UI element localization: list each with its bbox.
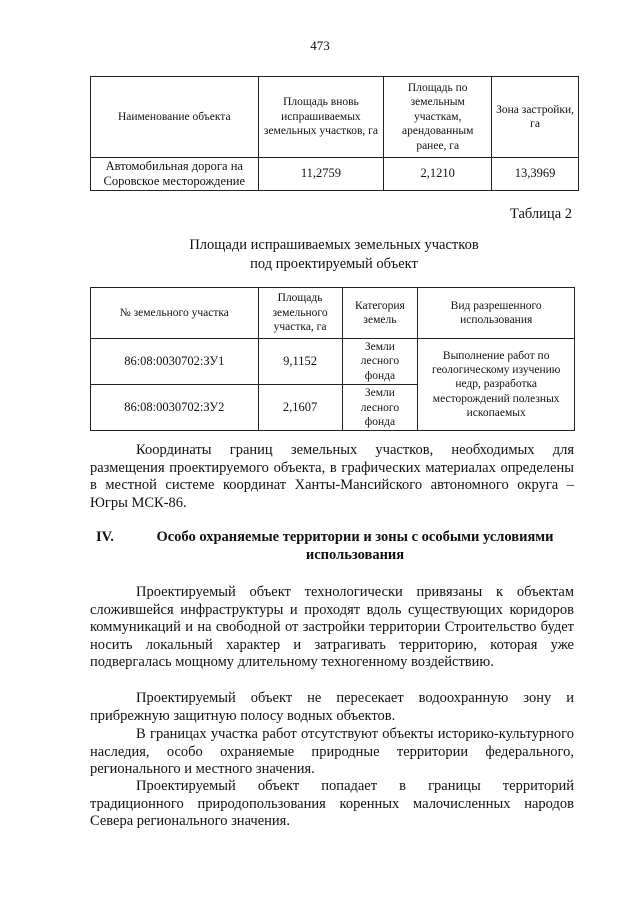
section-heading [90, 529, 574, 564]
table2-title-line2: под проектируемый объект [250, 255, 418, 272]
table2-label: Таблица 2 [509, 206, 572, 222]
header-build-zone: Зона застройки, га [492, 77, 579, 158]
header-object-name: Наименование объекта [91, 77, 259, 158]
header-plot-number: № земельного участка [91, 288, 259, 339]
cell-leased-area: 2,1210 [384, 158, 492, 191]
paragraph-traditional-land: Проектируемый объект попадает в границы территорий традиционного природопользования коренных малочисленных народов Севера регионального значения. [90, 778, 574, 829]
objects-area-table [90, 76, 579, 191]
object-name-line2: Соровское месторождение [103, 174, 246, 188]
cell-new-area: 11,2759 [258, 158, 384, 191]
cell-plot-number: 86:08:0030702:ЗУ1 [91, 339, 259, 385]
page-number: 473 [310, 38, 330, 53]
header-land-category: Категория земель [342, 288, 418, 339]
header-plot-area: Площадь земельного участка, га [258, 288, 342, 339]
section-title: Особо охраняемые территории и зоны с особыми условиями использования [156, 529, 554, 563]
table-header-row [91, 288, 575, 339]
cell-plot-area: 9,1152 [258, 339, 342, 385]
table-row [91, 158, 579, 191]
cell-object-name [91, 158, 259, 191]
table-row [91, 339, 575, 385]
paragraph-water-zone: Проектируемый объект не пересекает водоохранную зону и прибрежную защитную полосу водных объектов. [90, 690, 574, 724]
cell-land-category: Земли лесного фонда [342, 339, 418, 385]
paragraph-infrastructure: Проектируемый объект технологически привязаны к объектам сложившейся инфраструктуры и проходят вдоль существующих коридоров коммуникаций и на свободной от застройки территории Строительство будет носить локальный характер и затрагивать территорию, которая уже подвергалась мощному длительному техногенному воздействию. [90, 584, 574, 670]
object-name-line1: Автомобильная дорога на [105, 159, 243, 173]
cell-build-zone: 13,3969 [492, 158, 579, 191]
land-plots-table [90, 287, 575, 431]
paragraph-heritage: В границах участка работ отсутствуют объекты историко-культурного наследия, особо охраняемые природные территории федерального, регионального и местного значения. [90, 726, 574, 777]
header-new-area: Площадь вновь испрашиваемых земельных участков, га [258, 77, 384, 158]
section-number: IV. [96, 529, 114, 545]
cell-permitted-use: Выполнение работ по геологическому изучению недр, разработка месторождений полезных ископаемых [418, 339, 575, 431]
cell-plot-area: 2,1607 [258, 385, 342, 431]
table2-title-line1: Площади испрашиваемых земельных участков [189, 237, 479, 253]
coordinates-paragraph: Координаты границ земельных участков, необходимых для размещения проектируемого объекта, в графических материалах определены в местной системе координат Ханты-Мансийского автономного округа – Югры МСК-86. [90, 442, 574, 511]
table-header-row [91, 77, 579, 158]
cell-land-category: Земли лесного фонда [342, 385, 418, 431]
cell-plot-number: 86:08:0030702:ЗУ2 [91, 385, 259, 431]
table2-title [0, 236, 640, 274]
header-leased-area: Площадь по земельным участкам, арендованным ранее, га [384, 77, 492, 158]
header-permitted-use: Вид разрешенного использования [418, 288, 575, 339]
